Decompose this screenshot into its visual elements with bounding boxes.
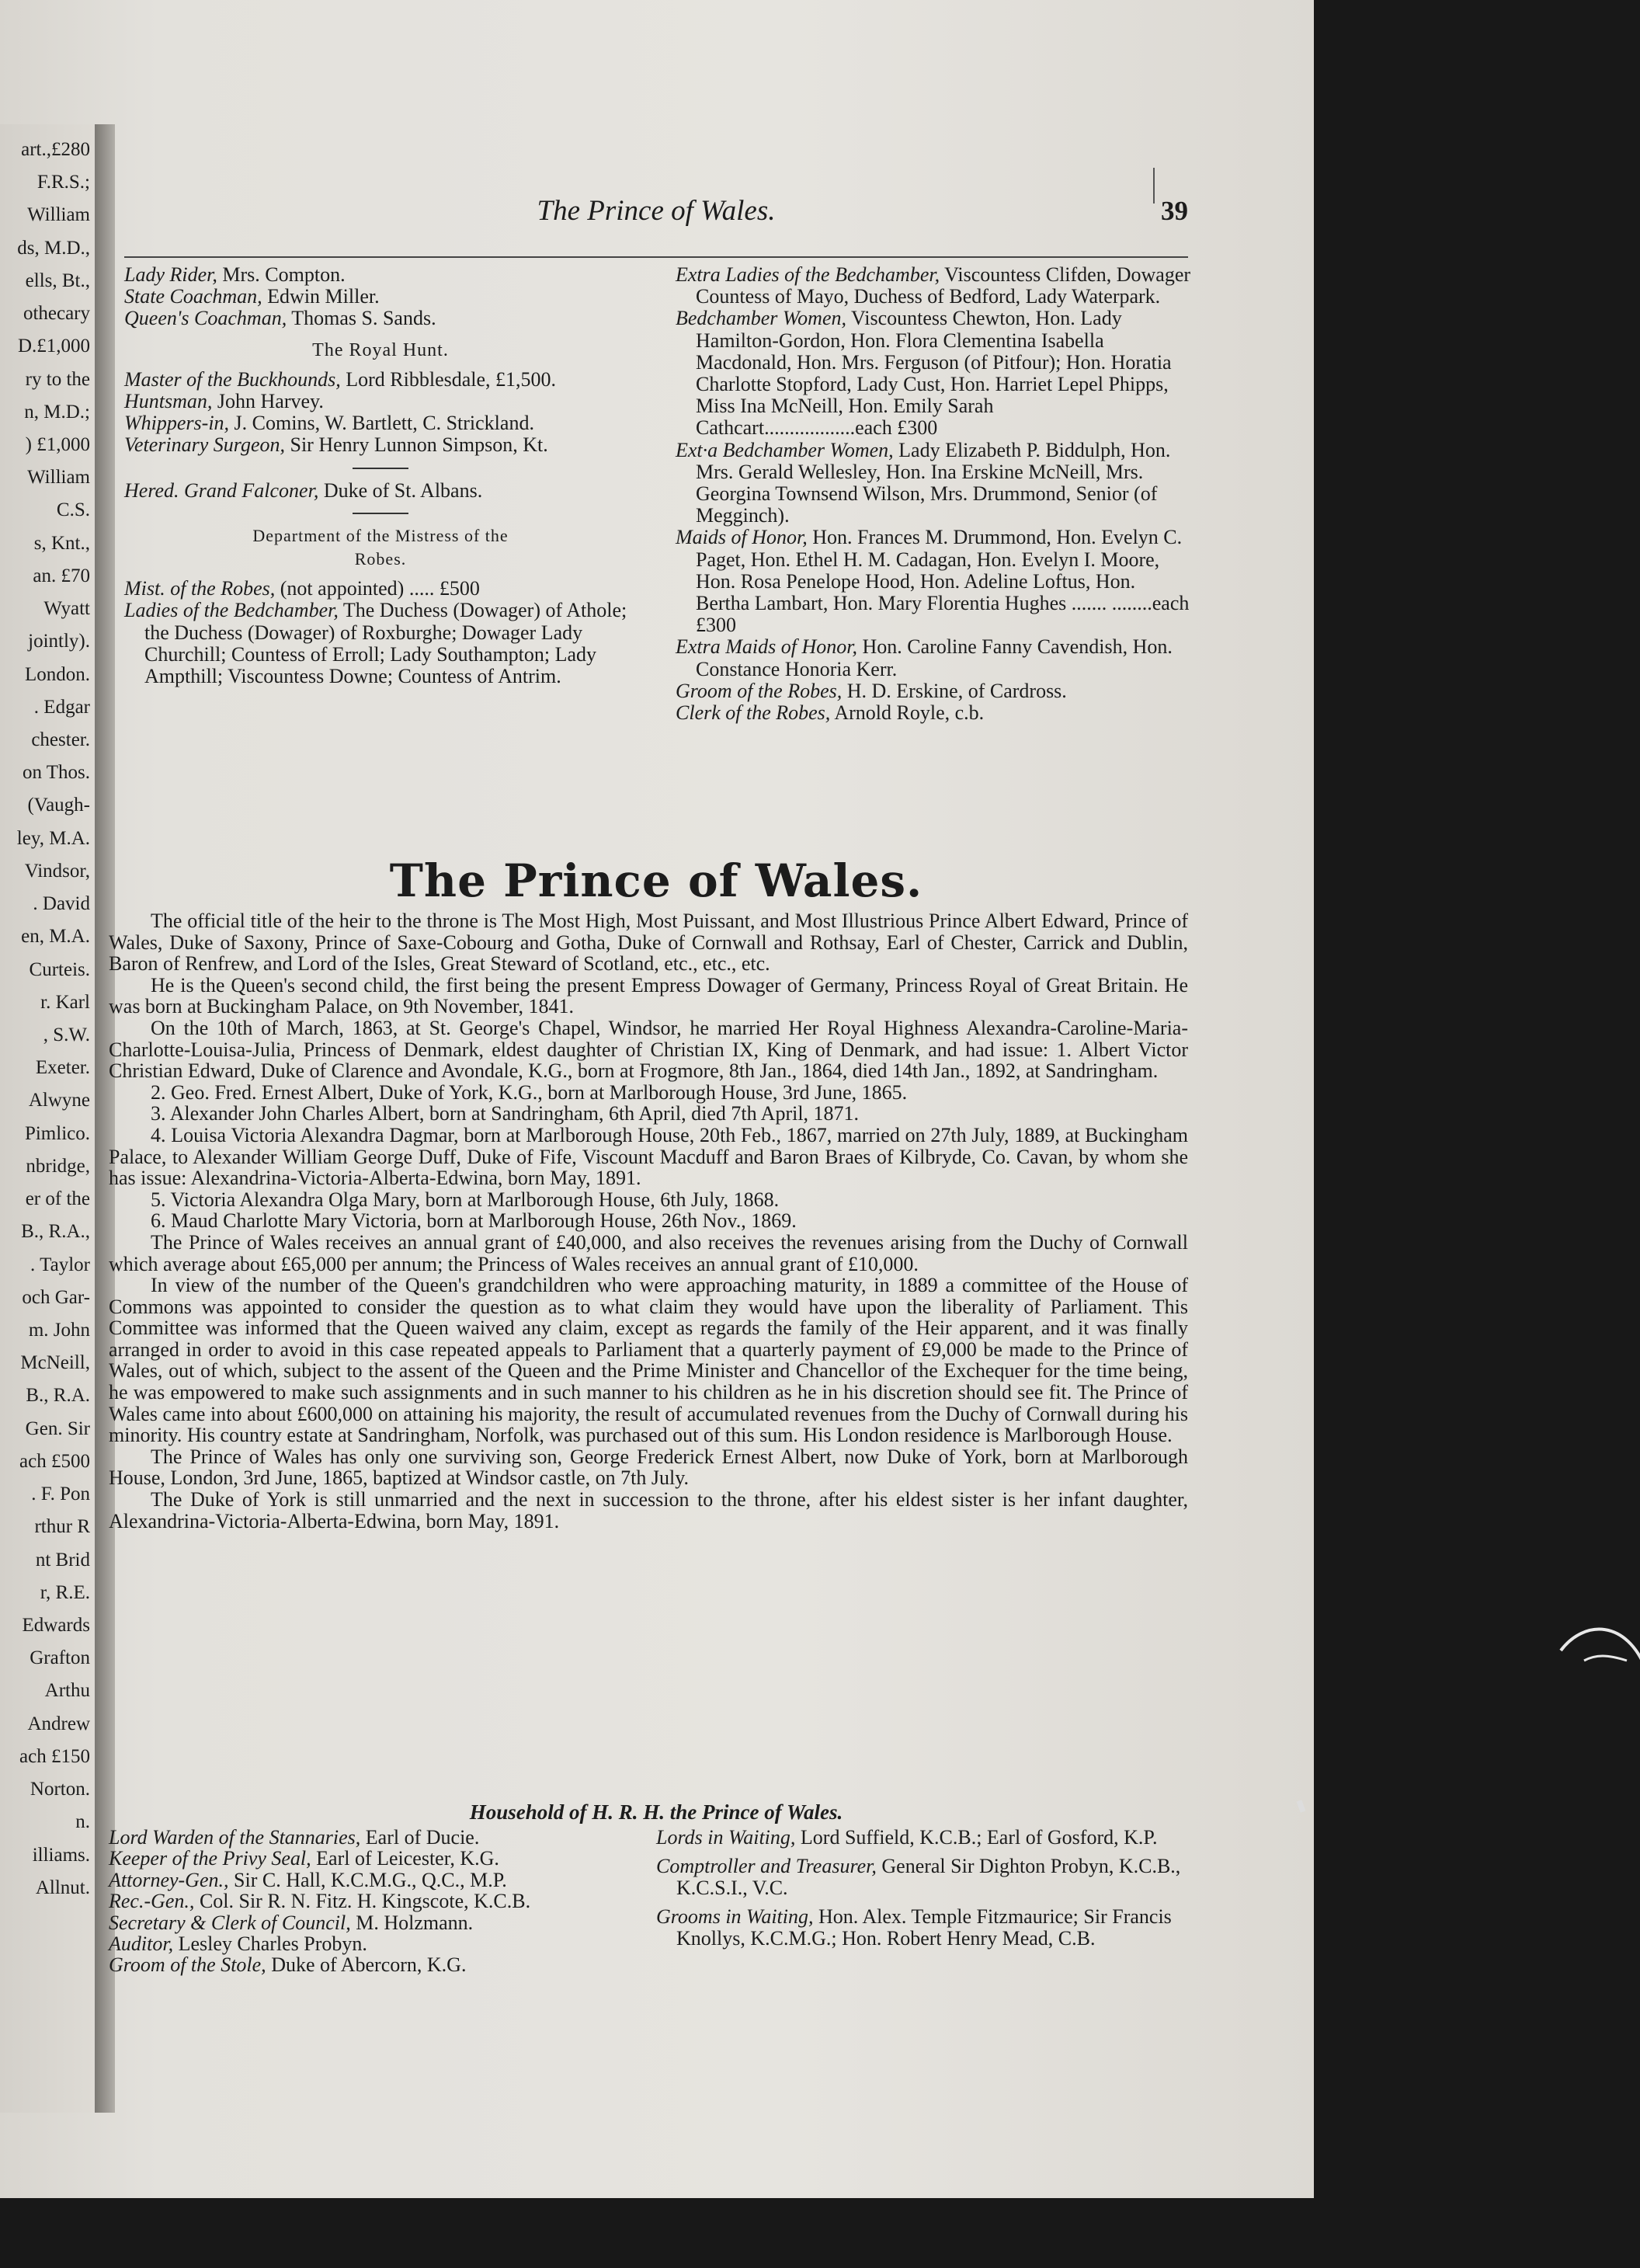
left-page-fragment: . Edgar (33, 697, 90, 718)
pencil-mark (1153, 168, 1155, 203)
left-page-fragment: en, M.A. (21, 926, 90, 947)
left-page-fragment: McNeill, (20, 1352, 90, 1373)
entry (109, 1848, 606, 1869)
left-page-fragment: Grafton (30, 1647, 90, 1668)
left-page-fragment: Alwyne (28, 1090, 90, 1111)
household-heading: Household of H. R. H. the Prince of Wales. (469, 1800, 843, 1824)
household-right-column (656, 1827, 1192, 1949)
entry (109, 1954, 606, 1975)
entry (656, 1827, 1192, 1848)
entry-text: Viscountess Clifden, Dowager Countess of Mayo, Duchess of Bedford, Lady Waterpark. (696, 263, 1191, 308)
left-page-fragment: n, M.D.; (24, 402, 90, 423)
body-paragraph: In view of the number of the Queen's grandchildren who were approaching maturity, in 1889 a committee of the House of Commons was appointed to consider the question as to what claim they would have upon the liberality of Parliament. This Committee was informed that the Queen waived any claim, except as regards the family of the Heir apparent, and it was finally arranged in order to avoid in this case repeated appeals to Parliament that a quarterly payment of £9,000 be made to the Prince of Wales, out of which, subject to the assent of the Queen and the Prime Minister and Chancellor of the Exchequer for the time being, he was empowered to make such assignments and in such manner to his children as he in his discretion should see fit. The Prince of Wales came into about £600,000 on attaining his majority, the result of accumulated revenues from the Duchy of Cornwall during his minority. His country estate at Sandringham, Norfolk, was purchased out of this sum. His London residence is Marlborough House. (109, 1274, 1188, 1447)
left-page-fragment: . F. Pon (31, 1484, 90, 1504)
entry-text: Earl of Ducie. (360, 1826, 480, 1849)
body-paragraph: The Prince of Wales receives an annual grant of £40,000, and also receives the revenues arising from the Duchy of Cornwall which average about £65,000 per annum; the Princess of Wales receives an annual grant of £10,000. (109, 1230, 1188, 1275)
entry-label: Bedchamber Women, (676, 307, 846, 330)
entry-text: Hon. Caroline Fanny Cavendish, Hon. Constance Honoria Kerr. (696, 635, 1173, 680)
entry-label: Comptroller and Treasurer, (656, 1855, 877, 1878)
body-paragraph: 3. Alexander John Charles Albert, born at Sandringham, 6th April, died 7th April, 1871. (151, 1102, 860, 1125)
entry-text: M. Holzmann. (350, 1911, 474, 1934)
entry-label: Ladies of the Bedchamber, (124, 599, 339, 622)
left-page-fragment: r. Karl (40, 992, 90, 1013)
entry (109, 1827, 606, 1848)
header-rule (124, 256, 1188, 258)
short-rule (353, 513, 408, 514)
left-page-fragment: rthur R (34, 1516, 90, 1537)
entry-label: Lady Rider, (124, 263, 217, 286)
entry-text: H. D. Erskine, of Cardross. (842, 679, 1067, 702)
body-paragraph: On the 10th of March, 1863, at St. George's Chapel, Windsor, he married Her Royal Highness Alexandra-Caroline-Maria-Charlotte-Louisa-Julia, Princess of Denmark, eldest daughter of Christian IX, King of Denmark, and had issue: 1. Albert Victor Christian Edward, Duke of Clarence and Avondale, K.G., born at Frogmore, 8th Jan., 1864, died 14th Jan., 1892, at Sandringham. (109, 1016, 1188, 1083)
entry-label: Maids of Honor, (676, 526, 808, 549)
entry (676, 527, 1192, 636)
left-page-fragment: B., R.A. (26, 1385, 90, 1406)
royal-hunt-entries (124, 369, 637, 457)
entry-text: Earl of Leicester, K.G. (311, 1847, 499, 1870)
body-paragraph: He is the Queen's second child, the first being the present Empress Dowager of Germany, Princess Royal of Great Britain. He was born at Buckingham Palace, on 9th November, 1841. (109, 973, 1188, 1018)
entry-text: Sir Henry Lunnon Simpson, Kt. (285, 433, 548, 457)
left-page-fragment: Arthu (44, 1680, 90, 1701)
entry (124, 369, 637, 391)
left-page-fragment: nbridge, (26, 1156, 90, 1177)
entry-label: Extra Maids of Honor, (676, 635, 857, 659)
running-head (124, 194, 1188, 242)
left-page-fragment: s, Knt., (33, 533, 90, 554)
entry (124, 412, 637, 434)
entry (676, 636, 1192, 680)
entry-label: Secretary & Clerk of Council, (109, 1911, 351, 1934)
entry-text: The Duchess (Dowager) of Athole; the Duchess (Dowager) of Roxburghe; Dowager Lady Churchill; Countess of Erroll; Lady Southampton; Lady Ampthill; Viscountess Downe; Countess of Antrim. (144, 599, 627, 688)
entry-text: Lady Elizabeth P. Biddulph, Hon. Mrs. Gerald Wellesley, Hon. Ina Erskine McNeill, Mrs. Georgina Townsend Wilson, Mrs. Drummond, Senior (of Megginch). (696, 438, 1171, 527)
left-column (124, 264, 637, 687)
entry-text: Viscountess Chewton, Hon. Lady Hamilton-Gordon, Hon. Flora Clementina Isabella Macdonald, Hon. Mrs. Ferguson (of Pitfour); Hon. Horatia Charlotte Stopford, Lady Cust, Hon. Harriet Lepel Phipps, Miss Ina McNeill, Hon. Emily Sarah Cathcart..................each £300 (696, 307, 1172, 440)
entry-text: Duke of St. Albans. (318, 478, 483, 502)
entry-label: Groom of the Stole, (109, 1953, 266, 1977)
entry (656, 1906, 1192, 1949)
entry-text: Mrs. Compton. (217, 263, 346, 286)
section-title: The Prince of Wales. (389, 854, 923, 907)
entry-text: Lesley Charles Probyn. (173, 1932, 367, 1956)
entry (124, 600, 637, 687)
entry-label: Veterinary Surgeon, (124, 433, 285, 457)
entry-label: Grooms in Waiting, (656, 1905, 814, 1929)
left-page-fragment: othecary (23, 303, 90, 324)
page-number: 39 (1161, 196, 1188, 226)
left-page-fragment: Exeter. (35, 1057, 90, 1078)
left-page-fragment: chester. (31, 729, 90, 750)
left-page-fragment: er of the (25, 1188, 90, 1209)
body-paragraph: 6. Maud Charlotte Mary Victoria, born at Marlborough House, 26th Nov., 1869. (151, 1209, 797, 1233)
entry-text: (not appointed) ..... £500 (275, 577, 480, 600)
left-page-fragment: ach £500 (19, 1451, 90, 1472)
entry (109, 1891, 606, 1911)
left-page-fragment: r, R.E. (40, 1582, 90, 1603)
entry-label: Clerk of the Robes, (676, 701, 831, 725)
entry (124, 391, 637, 412)
left-page-fragment: Vindsor, (24, 861, 90, 882)
left-page-fragment: C.S. (56, 499, 90, 520)
entry-text: Duke of Abercorn, K.G. (266, 1953, 467, 1977)
entry-label: Hered. Grand Falconer, (124, 478, 319, 502)
entry-text: General Sir Dighton Probyn, K.C.B., K.C.S.I., V.C. (676, 1855, 1181, 1899)
entry-text: J. Comins, W. Bartlett, C. Strickland. (229, 412, 534, 435)
mistress-entries (124, 578, 637, 687)
entry-text: Col. Sir R. N. Fitz. H. Kingscote, K.C.B. (194, 1890, 531, 1913)
left-page-fragment: (Vaugh- (27, 795, 90, 816)
right-column (676, 264, 1192, 724)
scan-artifact-arc (1553, 1616, 1640, 1693)
mistress-heading: Department of the Mistress of the (252, 525, 509, 545)
left-page-fragment: ds, M.D., (17, 238, 90, 259)
left-page-fragment: an. £70 (33, 565, 90, 586)
left-page-fragment: nt Brid (35, 1550, 90, 1571)
entry-label: State Coachman, (124, 285, 262, 308)
left-page-fragment: n. (75, 1811, 90, 1832)
left-page-fragment: Curteis. (29, 959, 90, 980)
entry-label: Mist. of the Robes, (124, 577, 276, 600)
entry (109, 1870, 606, 1891)
entry-text: Sir C. Hall, K.C.M.G., Q.C., M.P. (228, 1868, 507, 1891)
left-page-fragment: B., R.A., (21, 1221, 90, 1242)
falconer-entry (124, 480, 637, 502)
body-paragraph: 4. Louisa Victoria Alexandra Dagmar, born at Marlborough House, 20th Feb., 1867, married on 27th July, 1889, at Buckingham Palace, to Alexander William George Duff, Duke of Fife, Viscount Macduff and Baron Braes of Kilbryde, Co. Cavan, by whom she has issue: Alexandrina-Victoria-Alberta-Edwina, born May, 1891. (109, 1123, 1188, 1190)
household-left-column (109, 1827, 606, 1976)
entry-text: John Harvey. (212, 390, 324, 413)
entry (676, 440, 1192, 527)
entry-label: Queen's Coachman, (124, 307, 287, 330)
left-page-fragment: ) £1,000 (25, 434, 90, 455)
entry-text: Lord Ribblesdale, £1,500. (340, 367, 557, 391)
left-page-fragment: D.£1,000 (17, 336, 90, 357)
entry-label: Lords in Waiting, (656, 1826, 796, 1849)
entry (676, 702, 1192, 724)
entry (109, 1912, 606, 1933)
entry-label: Huntsman, (124, 390, 213, 413)
left-page-fragment: William (27, 204, 90, 225)
left-page-fragment: ley, M.A. (16, 828, 90, 849)
entry-label: Attorney-Gen., (109, 1868, 229, 1891)
left-page-fragment: illiams. (32, 1845, 90, 1866)
entry-label: Auditor, (109, 1932, 174, 1956)
entry (124, 286, 637, 308)
left-page-fragment: Gen. Sir (25, 1418, 90, 1439)
entry (124, 578, 637, 600)
left-page-fragment: ach £150 (19, 1746, 90, 1767)
left-page-fragment: art.,£280 (21, 139, 90, 160)
entry-label: Rec.-Gen., (109, 1890, 195, 1913)
body-text (109, 910, 1188, 1532)
left-page-fragment: och Gar- (22, 1287, 90, 1308)
entry-label: Lord Warden of the Stannaries, (109, 1826, 361, 1849)
body-paragraph: 2. Geo. Fred. Ernest Albert, Duke of York, K.G., born at Marlborough House, 3rd June, 1865. (151, 1080, 908, 1104)
left-page-fragment: Allnut. (35, 1877, 90, 1898)
entry (676, 308, 1192, 439)
entry (109, 1933, 606, 1954)
left-page-fragment: jointly). (28, 631, 90, 652)
body-paragraph: The Duke of York is still unmarried and the next in succession to the throne, after his eldest sister is her infant daughter, Alexandrina-Victoria-Alberta-Edwina, born May, 1891. (109, 1488, 1188, 1532)
left-page-fragment: . Taylor (30, 1254, 90, 1275)
entry (676, 264, 1192, 308)
entry-label: Groom of the Robes, (676, 679, 843, 702)
entry (124, 434, 637, 456)
mistress-heading-cont: Robes. (354, 549, 407, 569)
entry (124, 308, 637, 329)
left-page-fragment: Wyatt (43, 598, 90, 619)
left-page-fragment: Andrew (27, 1713, 90, 1734)
left-page-fragment: , S.W. (43, 1024, 90, 1045)
entry-text: Thomas S. Sands. (287, 307, 436, 330)
entry (676, 680, 1192, 702)
left-page-fragment: F.R.S.; (36, 172, 90, 193)
entry-text: Hon. Frances M. Drummond, Hon. Evelyn C. Paget, Hon. Ethel H. M. Cadagan, Hon. Evelyn I. Moore, Hon. Rosa Penelope Hood, Hon. Adeline Loftus, Hon. Bertha Lambart, Hon. Mary Florentia Hughes ....... ........each £300 (696, 526, 1190, 637)
left-page-fragment: on Thos. (22, 762, 90, 783)
left-page-fragment: William (27, 467, 90, 488)
body-paragraph: The Prince of Wales has only one surviving son, George Frederick Ernest Albert, now Duke of York, born at Marlborough House, London, 3rd June, 1865, baptized at Windsor castle, on 7th July. (109, 1445, 1188, 1490)
running-head-title: The Prince of Wales. (537, 195, 776, 227)
royal-hunt-heading: The Royal Hunt. (312, 339, 449, 360)
left-page-fragment: . David (33, 893, 90, 914)
left-page-fragment: Pimlico. (24, 1123, 90, 1144)
left-page-fragment: London. (24, 664, 90, 685)
left-page-fragment: ells, Bt., (25, 270, 90, 291)
entry-label: Keeper of the Privy Seal, (109, 1847, 311, 1870)
entry (124, 480, 637, 502)
entry-text: Lord Suffield, K.C.B.; Earl of Gosford, K.P. (795, 1826, 1158, 1849)
left-page-fragment: Edwards (22, 1615, 90, 1636)
entry (656, 1856, 1192, 1898)
left-page-fragment: ry to the (25, 369, 90, 390)
entry-text: Edwin Miller. (262, 285, 380, 308)
entry-label: Extra Ladies of the Bedchamber, (676, 263, 940, 286)
entry (124, 264, 637, 286)
entry-text: Hon. Alex. Temple Fitzmaurice; Sir Francis Knollys, K.C.M.G.; Hon. Robert Henry Mead, C.B. (676, 1905, 1172, 1950)
entry-label: Master of the Buckhounds, (124, 367, 341, 391)
short-rule (353, 468, 408, 469)
body-paragraph: 5. Victoria Alexandra Olga Mary, born at Marlborough House, 6th July, 1868. (151, 1188, 780, 1211)
left-page-fragment: m. John (28, 1320, 90, 1341)
entry-label: Ext·a Bedchamber Women, (676, 438, 894, 461)
entry-label: Whippers-in, (124, 412, 230, 435)
body-paragraph: The official title of the heir to the throne is The Most High, Most Puissant, and Most Illustrious Prince Albert Edward, Prince of Wales, Duke of Saxony, Prince of Saxe-Cobourg and Gotha, Duke of Cornwall and Rothsay, Earl of Chester, Carrick and Dublin, Baron of Renfrew, and Lord of the Isles, Great Steward of Scotland, etc., etc., etc. (109, 910, 1188, 976)
top-entries (124, 264, 637, 330)
entry-text: Arnold Royle, c.b. (830, 701, 985, 725)
left-page-fragment: Norton. (30, 1779, 90, 1800)
